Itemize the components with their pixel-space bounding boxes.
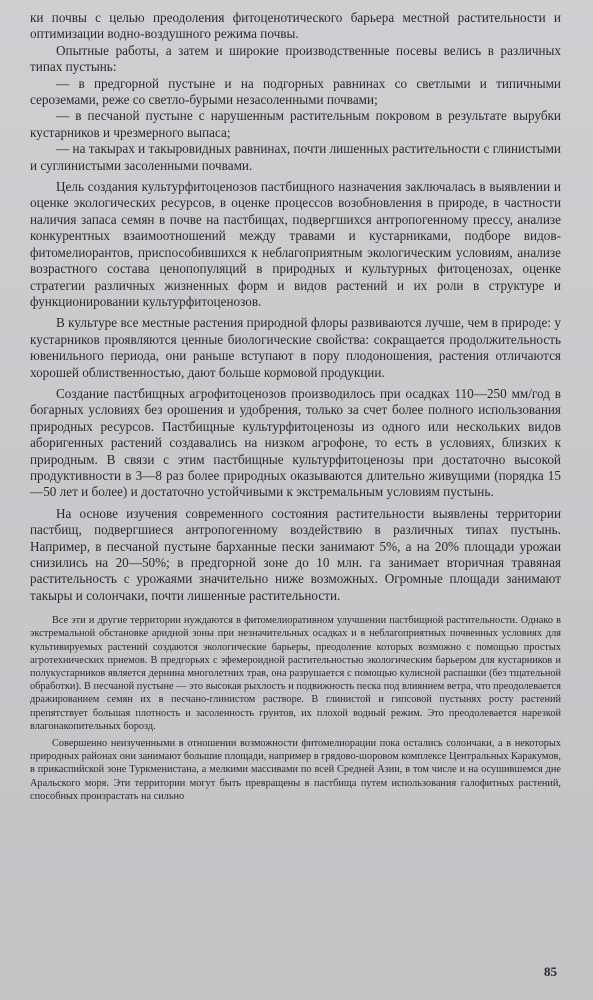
small-print-text [30, 614, 561, 803]
paragraph: В культуре все местные растения природной флоры развиваются лучше, чем в природе: у кустарников проявляются ценные биологические свойства: сокращается продолжительность ювенильного периода, они раньше вступают в пору плодоношения, растения отличаются хорошей облиственностью, дают больше кормовой продукции. [30, 315, 561, 380]
paragraph: Цель создания культурфитоценозов пастбищного назначения заключалась в выявлении и оценке экологических ресурсов, в оценке процессов возобновления в природе, в частности наличия запаса семян в почве на пастбищах, подвергшихся антропогенному прессу, анализе конкурентных взаимоотношений между травами и кустарниками, подборе видов-фитомелиорантов, приспособившихся к неблагоприятным экологическим условиям, анализе возрастного состава ценопопуляций в природных и культурных фитоценозах, оценке стратегии различных жизненных форм и видов растений и их роли в структуре и функционировании культурфитоценозов. [30, 179, 561, 309]
small-paragraph: Совершенно неизученными в отношении возможности фитомелиорации пока остались солончаки, а в некоторых природных районах они занимают большие площади, например в грядово-шоровом комплексе Центральных Каракумов, в прикаспийской зоне Туркменистана, а мелкими массивами по всей Средней Азии, в том числе и на осушившемся дне Аральского моря. Эти территории могут быть превращены в пастбища путем использования галофитных растений, способных произрастать на сильно [30, 738, 561, 802]
paragraph: ки почвы с целью преодоления фитоценотического барьера местной растительности и оптимизации водно-воздушного режима почвы. [30, 10, 561, 42]
paragraph: На основе изучения современного состояния растительности выявлены территории пастбищ, подвергшиеся антропогенному воздействию в различных типах пустынь. Например, в песчаной пустыне барханные пески занимают 5%, а на 20% площади урожаи снизились на 20—50%; в предгорной зоне до 10 млн. га занимает вторичная травяная растительность с урожаями значительно ниже возможных. Огромные площади занимают такыры и солончаки, почти лишенные растительности. [30, 505, 561, 603]
small-paragraph: Все эти и другие территории нуждаются в фитомелиоративном улучшении пастбищной растительности. Однако в экстремальной обстановке аридной зоны при незначительных осадках и в неблагоприятных почвенных условиях для культивируемых растений создаются экологические барьеры, преодоление которых возможно с помощью простых агротехнических приемов. В предгорьях с эфемероидной растительностью экологическим барьером для кустарников и полукустарников является дернина многолетних трав, она разрушается с помощью кулисной распашки (без тщательной обработки). В песчаной пустыне — это высокая рыхлость и подвижность песка под влиянием ветра, что преодолевается дражированием семян их в песчано-глинистом растворе. В глинистой и гипсовой пустынях росту растений препятствует большая плотность и засоленность грунтов, их плохой водный режим. Это преодолевается нарезкой влагонакопительных борозд. [30, 615, 561, 732]
paragraph: Создание пастбищных агрофитоценозов производилось при осадках 110—250 мм/год в богарных условиях без орошения и удобрения, только за счет более полного использования природных ресурсов. Пастбищные культурфитоценозы из одного или нескольких видов аборигенных растений создавались на низком агрофоне, то есть в условиях, близких к природным. В связи с этим пастбищные культурфитоценозы при достаточно высокой продуктивности в 3—8 раз более природных оказываются длительно живущими (порядка 15—50 лет и более) и достаточно устойчивыми к экстремальным условиям пустынь. [30, 385, 561, 500]
paragraph: Опытные работы, а затем и широкие производственные посевы велись в различных типах пустынь: [30, 42, 561, 75]
list-item: — в песчаной пустыне с нарушенным растительным покровом в результате вырубки кустарников и чрезмерного выпаса; [30, 108, 561, 140]
list-item: — на такырах и такыровидных равнинах, почти лишенных растительности с глинистыми и суглинистыми засоленными почвами. [30, 141, 561, 173]
main-text [30, 10, 561, 604]
list-item: — в предгорной пустыне и на подгорных равнинах со светлыми и типичными сероземами, реже со светло-бурыми незасоленными почвами; [30, 75, 561, 108]
page-number: 85 [544, 964, 557, 979]
